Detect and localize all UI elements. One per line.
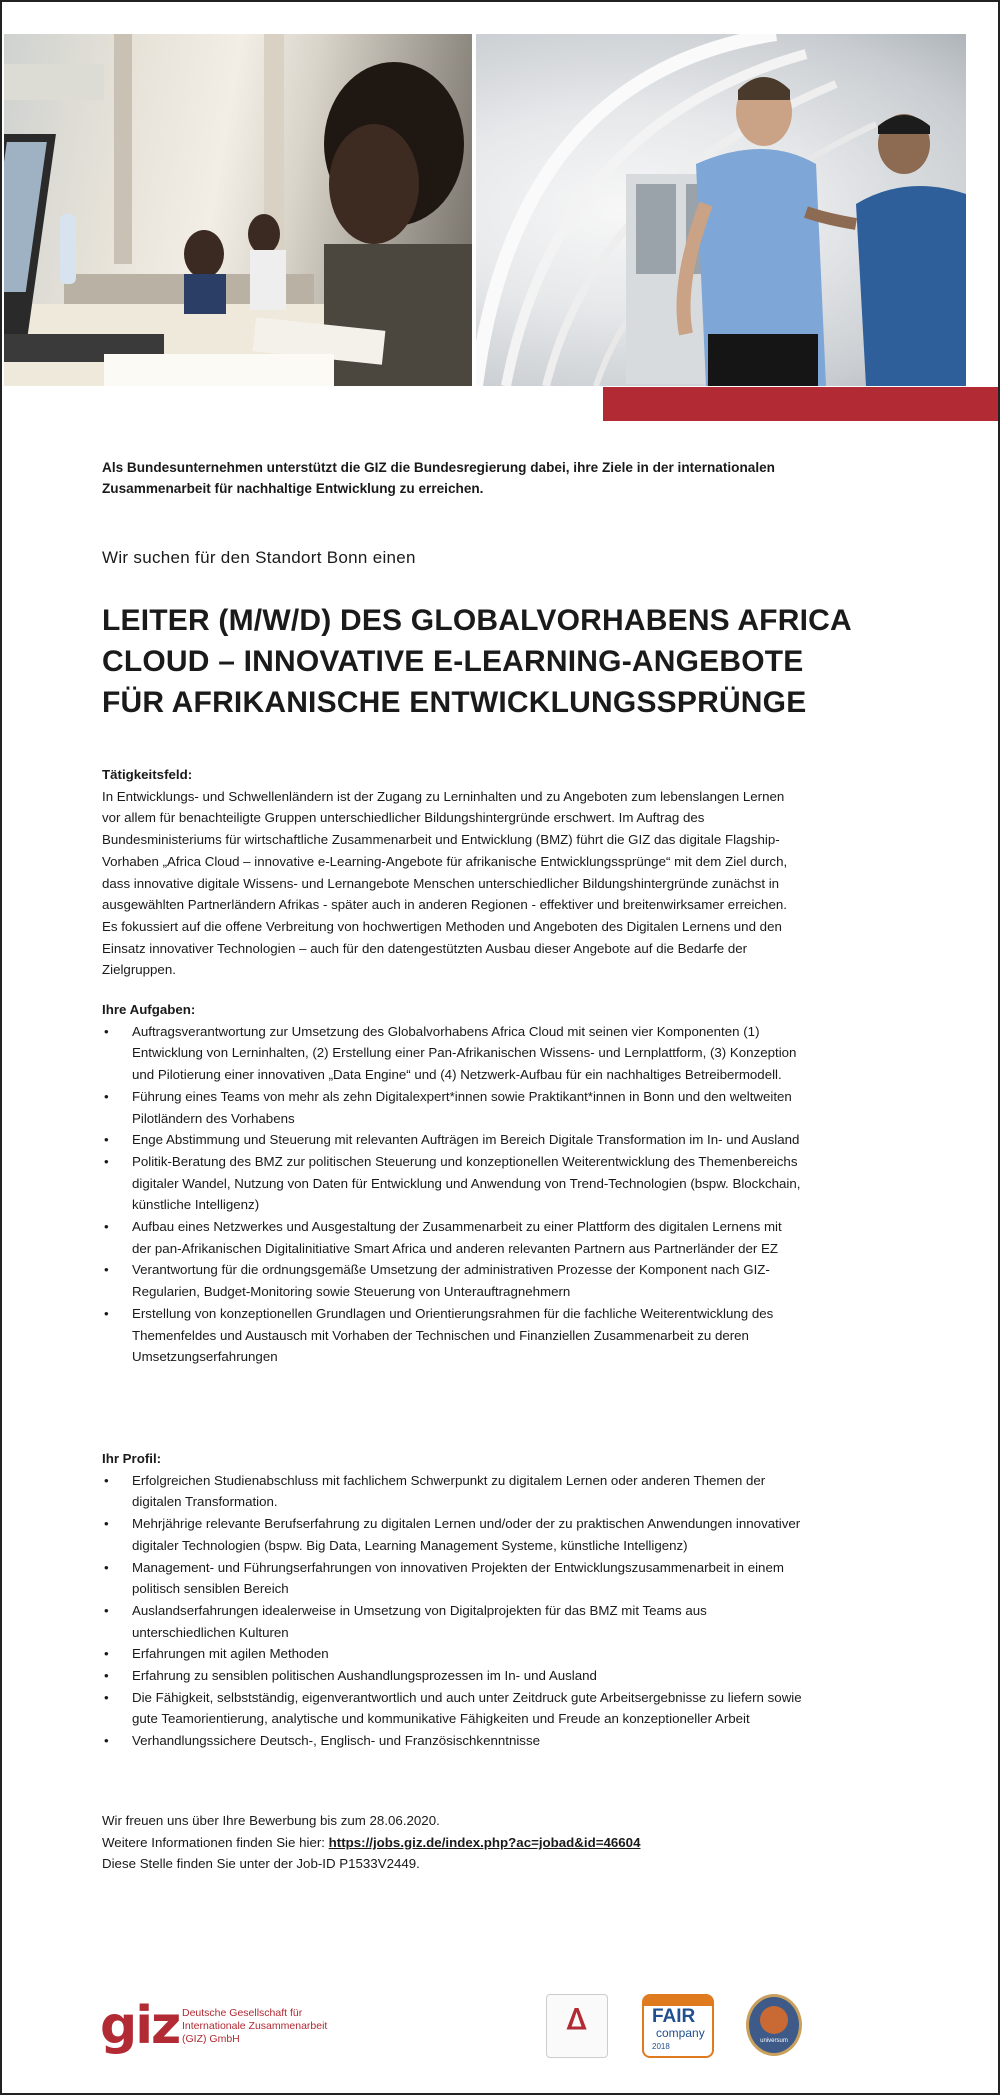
list-item: • Erfolgreichen Studienabschluss mit fachlichem Schwerpunkt zu digitalem Lernen oder anderen Themen der digitalen Transformation.: [102, 1470, 802, 1513]
job-title-line-1: LEITER (M/W/D) DES GLOBALVORHABENS AFRICA: [102, 604, 852, 637]
list-item: • Management- und Führungserfahrungen von innovativen Projekten der Entwicklungszusammenarbeit in einem politisch sensiblen Bereich: [102, 1557, 802, 1600]
job-title-line-2: CLOUD – INNOVATIVE E-LEARNING-ANGEBOTE: [102, 645, 804, 678]
list-item: • Führung eines Teams von mehr als zehn Digitalexpert*innen sowie Praktikant*innen in Bonn und den weltweiten Pilotländern des Vorhabens: [102, 1086, 802, 1129]
classroom-illustration: [4, 34, 472, 386]
giz-logo-mark: giz: [100, 1996, 180, 2056]
list-item: • Verhandlungssichere Deutsch-, Englisch- und Französischkenntnisse: [102, 1730, 802, 1752]
fair-company-logo-icon: FAIR: [652, 2006, 696, 2027]
list-item: • Politik-Beratung des BMZ zur politischen Steuerung und konzeptionellen Weiterentwicklung des Themenbereichs digitaler Wandel, Nutzung von Daten für Entwicklung und Anwendung von Trend-Technologien (bspw. Blockchain, künstliche Intelligenz): [102, 1151, 802, 1216]
list-item: • Die Fähigkeit, selbstständig, eigenverantwortlich und auch unter Zeitdruck gute Arbeitsergebnisse zu liefern sowie gute Teamorientierung, analytische und kommunikative Fähigkeiten und Freude an konzeptioneller Arbeit: [102, 1687, 802, 1730]
more-info-text: [102, 1832, 802, 1854]
list-item: • Enge Abstimmung und Steuerung mit relevanten Aufträgen im Bereich Digitale Transformation im In- und Ausland: [102, 1129, 802, 1151]
section-aufgaben: [102, 999, 802, 1368]
giz-logo-name: Deutsche Gesellschaft für Internationale Zusammenarbeit (GIZ) GmbH: [182, 2007, 328, 2045]
accent-bar: [603, 387, 1000, 421]
section-heading: Ihre Aufgaben:: [102, 1002, 196, 1017]
section-heading: Tätigkeitsfeld:: [102, 767, 193, 782]
profil-list: [102, 1470, 802, 1752]
photo-elearning-classroom: [4, 34, 472, 386]
more-info-prefix: Weitere Informationen finden Sie hier:: [102, 1834, 329, 1850]
universum-seal-icon: [746, 1994, 802, 2056]
universum-seal-center-icon: [760, 2006, 788, 2034]
lead-text: Wir suchen für den Standort Bonn einen: [102, 548, 416, 567]
universum-seal-text-icon: universum: [760, 2038, 788, 2044]
section-heading: Ihr Profil:: [102, 1451, 162, 1466]
list-item: • Verantwortung für die ordnungsgemäße Umsetzung der administrativen Prozesse der Komponent nach GIZ-Regularien, Budget-Monitoring sowie Steuerung von Unterauftragnehmern: [102, 1259, 802, 1302]
aufgaben-list: [102, 1021, 802, 1368]
list-item: • Mehrjährige relevante Berufserfahrung zu digitalen Lernen und/oder der zu praktischen Anwendungen innovativer digitaler Technologien (bspw. Big Data, Learning Management Systeme, künstliche Intelligenz): [102, 1513, 802, 1556]
list-item: • Erfahrung zu sensiblen politischen Aushandlungsprozessen im In- und Ausland: [102, 1665, 802, 1687]
section-text: In Entwicklungs- und Schwellenländern ist der Zugang zu Lerninhalten und zu Angeboten zum lebenslangen Lernen vor allem für benachteiligte Gruppen unterschiedlicher Bildungshintergründe erschwert. Im Auftrag des Bundesministeriums für wirtschaftliche Zusammenarbeit und Entwicklung (BMZ) führt die GIZ das digitale Flagship-Vorhaben „Africa Cloud – innovative e-Learning-Angebote für afrikanische Entwicklungssprünge“ mit dem Ziel durch, dass innovative digitale Wissens- und Lernangebote Menschen unterschiedlicher Bildungshintergründe zunächst in ausgewählten Partnerländern Afrikas - später auch in anderen Regionen - effektiver und breitenwirksamer erreichen. Es fokussiert auf die offene Verbreitung von hochwertigen Methoden und Angeboten des Digitalen Lernens und den Einsatz innovativer Technologien – auch für den datengestützten Ausbau dieser Angebote auf die Bedarfe der Zielgruppen.: [102, 788, 788, 978]
job-id-text: Diese Stelle finden Sie unter der Job-ID P1533V2449.: [102, 1856, 420, 1872]
closing-block: [102, 1810, 802, 1875]
section-profil: [102, 1448, 802, 1752]
fair-company-sub-icon: company: [656, 2026, 705, 2040]
certificate-audit-icon: [546, 1994, 608, 2058]
intro-text: Als Bundesunternehmen unterstützt die GIZ die Bundesregierung dabei, ihre Ziele in der internationalen Zusammenarbeit für nachhaltige Entwicklung zu erreichen.: [102, 460, 775, 496]
certificate-audit-mark-icon: ᐃ: [567, 2003, 587, 2036]
list-item: • Erstellung von konzeptionellen Grundlagen und Orientierungsrahmen für die fachliche Weiterentwicklung des Themenfeldes und Austausch mit Vorhaben der Technischen und Finanziellen Zusammenarbeit zu deren Umsetzungserfahrungen: [102, 1303, 802, 1368]
fair-company-badge-icon: [642, 1994, 714, 2058]
photo-office-conversation: [476, 34, 966, 386]
job-link[interactable]: https://jobs.giz.de/index.php?ac=jobad&id=46604: [328, 1834, 641, 1850]
list-item: • Auftragsverantwortung zur Umsetzung des Globalvorhabens Africa Cloud mit seinen vier Komponenten (1) Entwicklung von Lerninhalten, (2) Erstellung einer Pan-Afrikanischen Wissens- und Lernplattform, (3) Konzeption und Pilotierung einer innovativen „Data Engine“ und (4) Netzwerk-Aufbau für ein nachhaltiges Betreibermodell.: [102, 1021, 802, 1086]
fair-company-top-bar: [644, 1996, 712, 2006]
giz-logo: [100, 1996, 328, 2056]
section-taetigkeitsfeld: [102, 764, 802, 981]
list-item: • Erfahrungen mit agilen Methoden: [102, 1643, 802, 1665]
conversation-illustration: [476, 34, 966, 386]
job-title: [102, 600, 882, 723]
list-item: • Aufbau eines Netzwerkes und Ausgestaltung der Zusammenarbeit zu einer Plattform des digitalen Lernens mit der pan-Afrikanischen Digitalinitiative Smart Africa und anderen relevanten Partnern aus Partnerländer der EZ: [102, 1216, 802, 1259]
job-title-line-3: FÜR AFRIKANISCHE ENTWICKLUNGSSPRÜNGE: [102, 686, 807, 719]
deadline-text: Wir freuen uns über Ihre Bewerbung bis zum 28.06.2020.: [102, 1813, 440, 1828]
list-item: • Auslandserfahrungen idealerweise in Umsetzung von Digitalprojekten für das BMZ mit Teams aus unterschiedlichen Kulturen: [102, 1600, 802, 1643]
fair-company-year-icon: 2018: [652, 2042, 670, 2051]
